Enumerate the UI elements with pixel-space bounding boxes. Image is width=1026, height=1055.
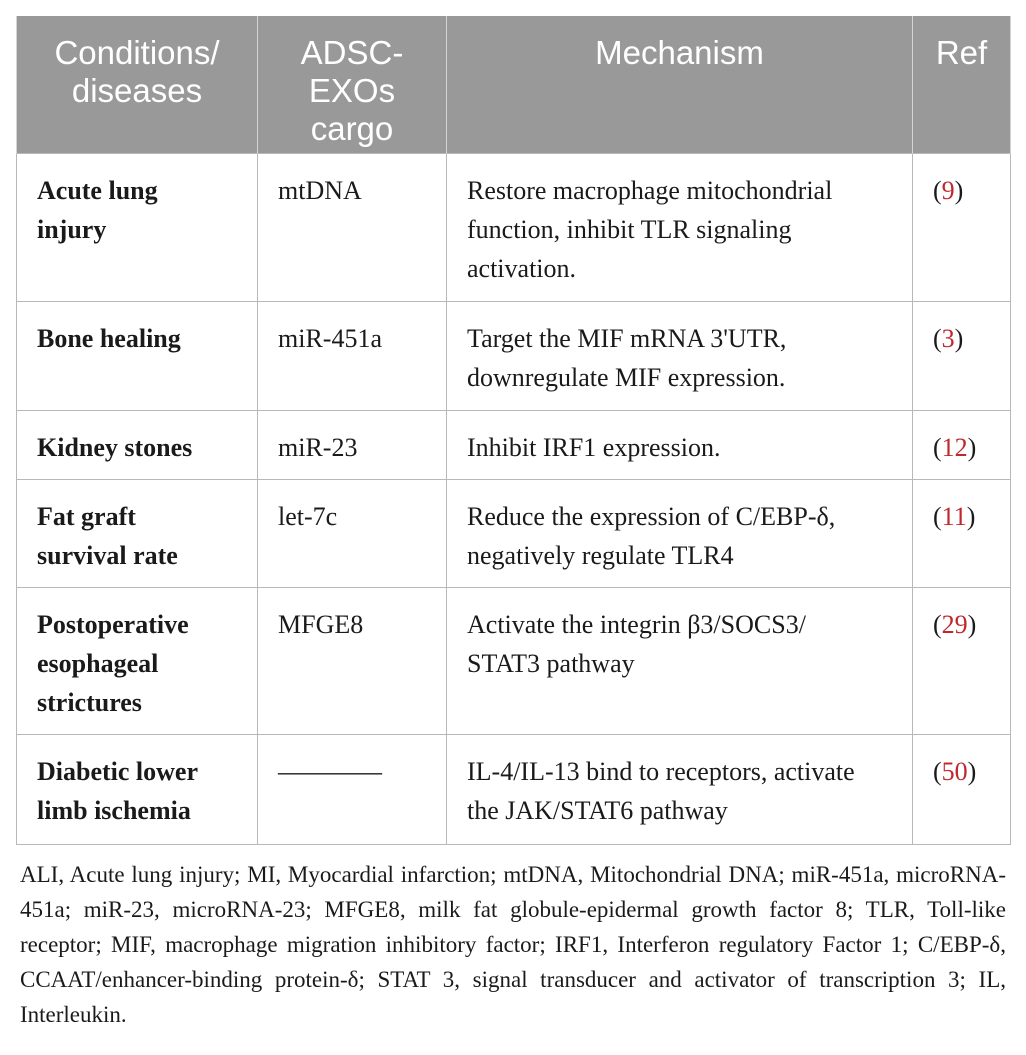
header-mechanism: Mechanism [447,16,913,153]
condition-cell: Diabetic lower limb ischemia [17,734,258,844]
header-cargo: ADSC- EXOs cargo [258,16,447,153]
data-table [16,16,1011,845]
condition-cell: Acute lung injury [17,153,258,301]
ref-link[interactable]: 3 [941,323,955,353]
cargo-cell: ———— [258,734,447,844]
cargo-cell: miR-451a [258,301,447,410]
mechanism-cell: Inhibit IRF1 expression. [447,410,913,479]
condition-cell: Postoperative esophageal strictures [17,587,258,734]
condition-cell: Bone healing [17,301,258,410]
ref-link[interactable]: 9 [941,175,955,205]
ref-cell: (50) [913,734,1011,844]
ref-link[interactable]: 11 [941,501,967,531]
table-row [17,301,1011,410]
header-row [17,16,1011,153]
ref-link[interactable]: 12 [941,432,968,462]
header-conditions: Conditions/ diseases [17,16,258,153]
mechanism-cell: Restore macrophage mitochondrial function, inhibit TLR signaling activation. [447,153,913,301]
ref-cell: (3) [913,301,1011,410]
table-container [16,16,1010,1032]
cargo-cell: MFGE8 [258,587,447,734]
ref-cell: (29) [913,587,1011,734]
condition-cell: Fat graft survival rate [17,479,258,587]
ref-link[interactable]: 29 [941,609,968,639]
table-row [17,479,1011,587]
ref-link[interactable]: 50 [941,756,968,786]
ref-cell: (12) [913,410,1011,479]
header-ref: Ref [913,16,1011,153]
table-row [17,734,1011,844]
table-footnote: ALI, Acute lung injury; MI, Myocardial infarction; mtDNA, Mitochondrial DNA; miR-451a, microRNA-451a; miR-23, microRNA-23; MFGE8, milk fat globule-epidermal growth factor 8; TLR, Toll-like receptor; MIF, macrophage migration inhibitory factor; IRF1, Interferon regulatory Factor 1; C/EBP-δ, CCAAT/enhancer-binding protein-δ; STAT 3, signal transducer and activator of transcription 3; IL, Interleukin. [20,861,1006,1027]
cargo-cell: mtDNA [258,153,447,301]
table-row [17,587,1011,734]
mechanism-cell: IL-4/IL-13 bind to receptors, activate the JAK/STAT6 pathway [447,734,913,844]
table-row [17,410,1011,479]
mechanism-cell: Activate the integrin β3/SOCS3/ STAT3 pathway [447,587,913,734]
table-row [17,153,1011,301]
ref-cell: (9) [913,153,1011,301]
mechanism-cell: Reduce the expression of C/EBP-δ, negatively regulate TLR4 [447,479,913,587]
condition-cell: Kidney stones [17,410,258,479]
cargo-cell: let-7c [258,479,447,587]
mechanism-cell: Target the MIF mRNA 3'UTR, downregulate MIF expression. [447,301,913,410]
cargo-cell: miR-23 [258,410,447,479]
ref-cell: (11) [913,479,1011,587]
